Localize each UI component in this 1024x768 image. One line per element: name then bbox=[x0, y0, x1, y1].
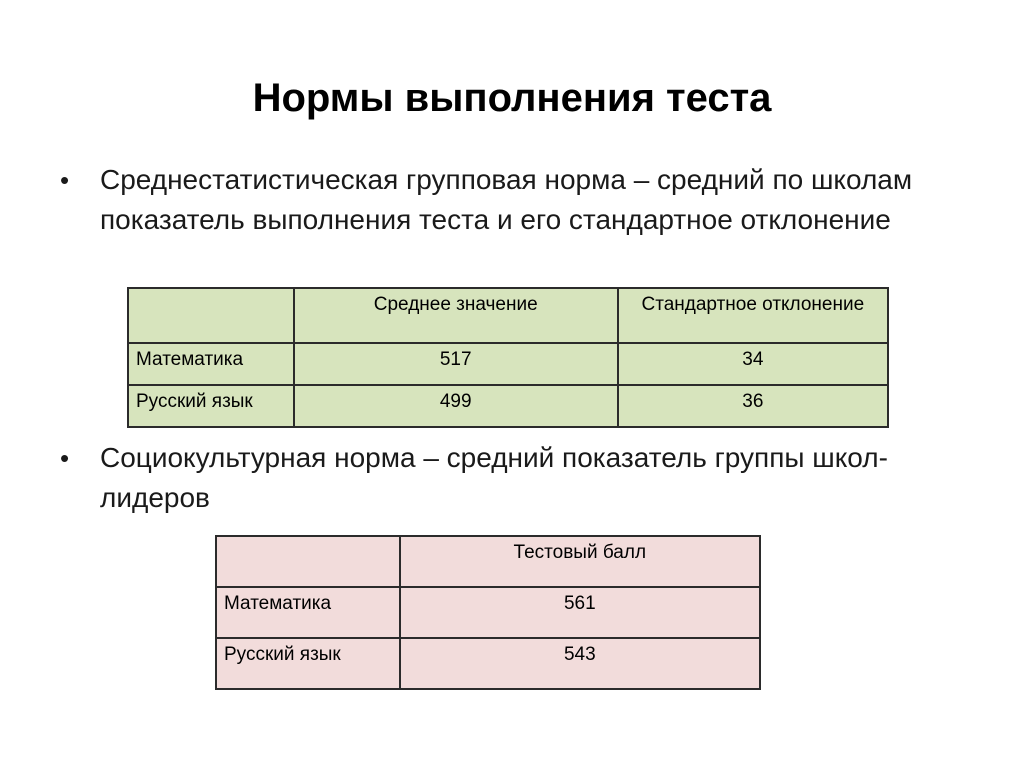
table-header-row bbox=[216, 536, 760, 587]
row-label-russian: Русский язык bbox=[128, 385, 294, 427]
row-label-russian: Русский язык bbox=[216, 638, 400, 689]
header-cell-test-score: Тестовый балл bbox=[400, 536, 760, 587]
table-row bbox=[128, 343, 888, 385]
table-row bbox=[216, 638, 760, 689]
bullet-icon: • bbox=[60, 165, 70, 195]
bullet-item bbox=[60, 160, 940, 240]
header-cell-mean: Среднее значение bbox=[294, 288, 618, 343]
table-row bbox=[128, 385, 888, 427]
slide-title: Нормы выполнения теста bbox=[252, 76, 772, 120]
table-header-row bbox=[128, 288, 888, 343]
leader-schools-table bbox=[215, 535, 761, 690]
header-cell-empty bbox=[216, 536, 400, 587]
table-row bbox=[216, 587, 760, 638]
cell-russian-score: 543 bbox=[400, 638, 760, 689]
group-norm-table bbox=[127, 287, 889, 428]
header-cell-empty bbox=[128, 288, 294, 343]
bullet-item bbox=[60, 438, 940, 518]
cell-russian-mean: 499 bbox=[294, 385, 618, 427]
row-label-math: Математика bbox=[128, 343, 294, 385]
cell-russian-std-dev: 36 bbox=[618, 385, 888, 427]
cell-math-score: 561 bbox=[400, 587, 760, 638]
cell-math-mean: 517 bbox=[294, 343, 618, 385]
bullet-text: Социокультурная норма – средний показатель группы школ-лидеров bbox=[100, 442, 888, 513]
header-cell-std-dev: Стандартное отклонение bbox=[618, 288, 888, 343]
bullet-icon: • bbox=[60, 443, 70, 473]
bullet-text: Среднестатистическая групповая норма – средний по школам показатель выполнения теста и его стандартное отклонение bbox=[100, 164, 913, 235]
row-label-math: Математика bbox=[216, 587, 400, 638]
cell-math-std-dev: 34 bbox=[618, 343, 888, 385]
